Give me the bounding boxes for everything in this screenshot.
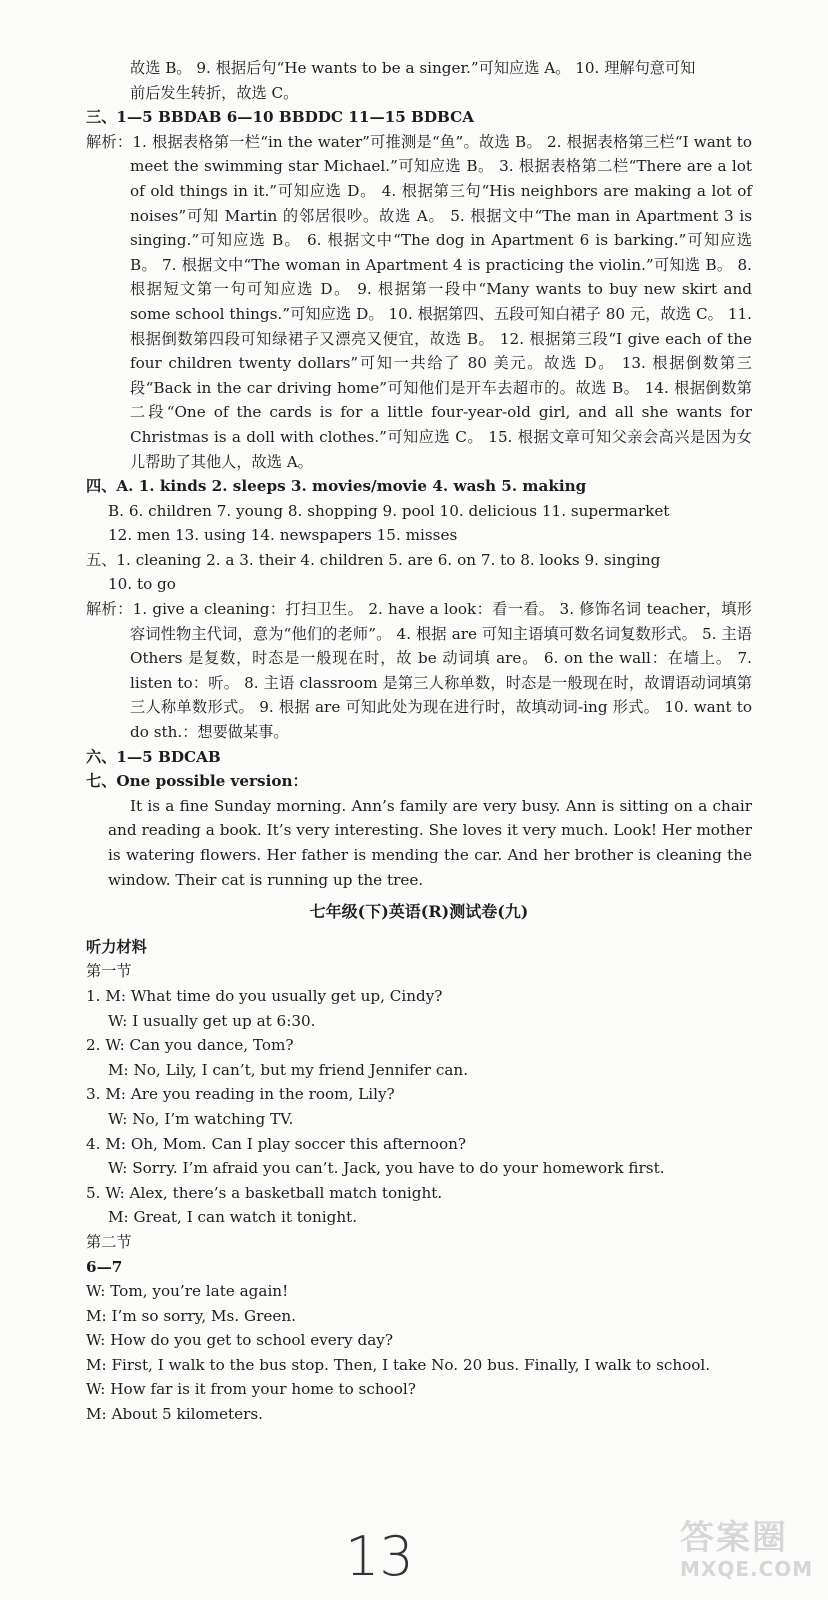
dialogue-line: M: Great, I can watch it tonight. [108, 1208, 358, 1227]
dialogue-line: M: I’m so sorry, Ms. Green. [86, 1306, 296, 1325]
section-answers-4a: 四、A. 1. kinds 2. sleeps 3. movies/movie 4. wash 5. making [86, 477, 587, 496]
dialogue-line: W: No, I’m watching TV. [108, 1109, 294, 1128]
section-answers-5-cont: 10. to go [108, 575, 176, 594]
part-two-heading: 第二节 [86, 1232, 132, 1251]
explanation-3: 解析：1. 根据表格第一栏“in the water”可推测是“鱼”。故选 B。 2. 根据表格第三栏“I want to meet the swimming star Michael.”可知应选 B。 3. 根据表格第二栏“There are a lot of old things in it.”可知应选 D。 4. 根据第三句“His neighbors are making a lot of noises”可知 Martin 的邻居很吵。故选 A。 5. 根据文中“The man in Apartment 3 is singing.”可知应选 B。 6. 根据文中“The dog in Apartment 6 is barking.”可知应选 B。 7. 根据文中“The woman in Apartment 4 is practicing the violin.”可知选 B。 8. 根据短文第一句可知应选 D。 9. 根据第一段中“Many wants to buy new skirt and some school things.”可知应选 D。 10. 根据第四、五段可知白裙子 80 元，故选 C。 11. 根据倒数第四段可知绿裙子又漂亮又便宜，故选 B。 12. 根据第三段“I give each of the four children twenty dollars”可知一共给了 80 美元。故选 D。 13. 根据倒数第三段“Back in the car driving home”可知他们是开车去超市的。故选 B。 14. 根据倒数第二段“One of the cards is for a little four-year-old girl, and all she wants for Christmas is a doll with clothes.”可知应选 C。 15. 根据文章可知父亲会高兴是因为女儿帮助了其他人，故选 A。 [86, 132, 752, 471]
dialogue-line: 2. W: Can you dance, Tom? [86, 1036, 294, 1055]
watermark-text: 答案圈 [680, 1518, 788, 1558]
question-range: 6—7 [86, 1257, 123, 1276]
explanation-5: 解析：1. give a cleaning：打扫卫生。 2. have a look：看一看。 3. 修饰名词 teacher，填形容词性物主代词，意为“他们的老师”。 4. 根据 are 可知主语填可数名词复数形式。 5. 主语 Others 是复数，时态是一般现在时，故 be 动词填 are。 6. on the wall：在墙上。 7. listen to：听。 8. 主语 classroom 是第三人称单数，时态是一般现在时，故谓语动词填第三人称单数形式。 9. 根据 are 可知此处为现在进行时，故填动词-ing 形式。 10. want to do sth.：想要做某事。 [86, 600, 752, 742]
dialogue-line: 5. W: Alex, there’s a basketball match tonight. [86, 1183, 443, 1202]
listening-heading: 听力材料 [86, 937, 147, 956]
dialogue-line: M: No, Lily, I can’t, but my friend Jennifer can. [108, 1060, 469, 1079]
watermark-url: MXQE.COM [680, 1557, 814, 1581]
part-one-heading: 第一节 [86, 962, 132, 981]
watermark-logo [680, 1510, 820, 1590]
dialogue-line: W: How do you get to school every day? [86, 1331, 393, 1350]
answer-page [86, 56, 752, 1427]
section-7-heading: 七、One possible version： [86, 772, 308, 791]
page-number: 13 [345, 1525, 414, 1588]
text-line: 故选 B。 9. 根据后句“He wants to be a singer.”可知应选 A。 10. 理解句意可知 [130, 59, 696, 77]
section-answers-4b-cont: 12. men 13. using 14. newspapers 15. misses [108, 526, 458, 545]
dialogue-line: 3. M: Are you reading in the room, Lily? [86, 1085, 395, 1104]
dialogue-line: 1. M: What time do you usually get up, Cindy? [86, 986, 443, 1005]
dialogue-line: W: Tom, you’re late again! [86, 1282, 289, 1301]
test-title: 七年级(下)英语(R)测试卷(九) [309, 902, 529, 922]
section-answers-5: 五、1. cleaning 2. a 3. their 4. children 5. are 6. on 7. to 8. looks 9. singing [86, 550, 661, 569]
dialogue-line: M: About 5 kilometers. [86, 1405, 263, 1424]
dialogue-line: M: First, I walk to the bus stop. Then, I take No. 20 bus. Finally, I walk to school. [86, 1355, 711, 1374]
dialogue-line: 4. M: Oh, Mom. Can I play soccer this afternoon? [86, 1134, 467, 1153]
section-answers-6: 六、1—5 BDCAB [86, 747, 221, 766]
text-line: 前后发生转折，故选 C。 [130, 83, 299, 102]
section-answers-4b: B. 6. children 7. young 8. shopping 9. pool 10. delicious 11. supermarket [108, 501, 670, 520]
dialogue-line: W: I usually get up at 6:30. [108, 1011, 316, 1030]
sample-essay: It is a fine Sunday morning. Ann’s family are very busy. Ann is sitting on a chair and reading a book. It’s very interesting. She loves it very much. Look! Her mother is watering flowers. Her father is mending the car. And her brother is cleaning the window. Their cat is running up the tree. [108, 796, 752, 889]
section-answers-3: 三、1—5 BBDAB 6—10 BBDDC 11—15 BDBCA [86, 108, 475, 127]
dialogue-line: W: Sorry. I’m afraid you can’t. Jack, you have to do your homework first. [108, 1159, 665, 1178]
dialogue-line: W: How far is it from your home to school? [86, 1380, 416, 1399]
